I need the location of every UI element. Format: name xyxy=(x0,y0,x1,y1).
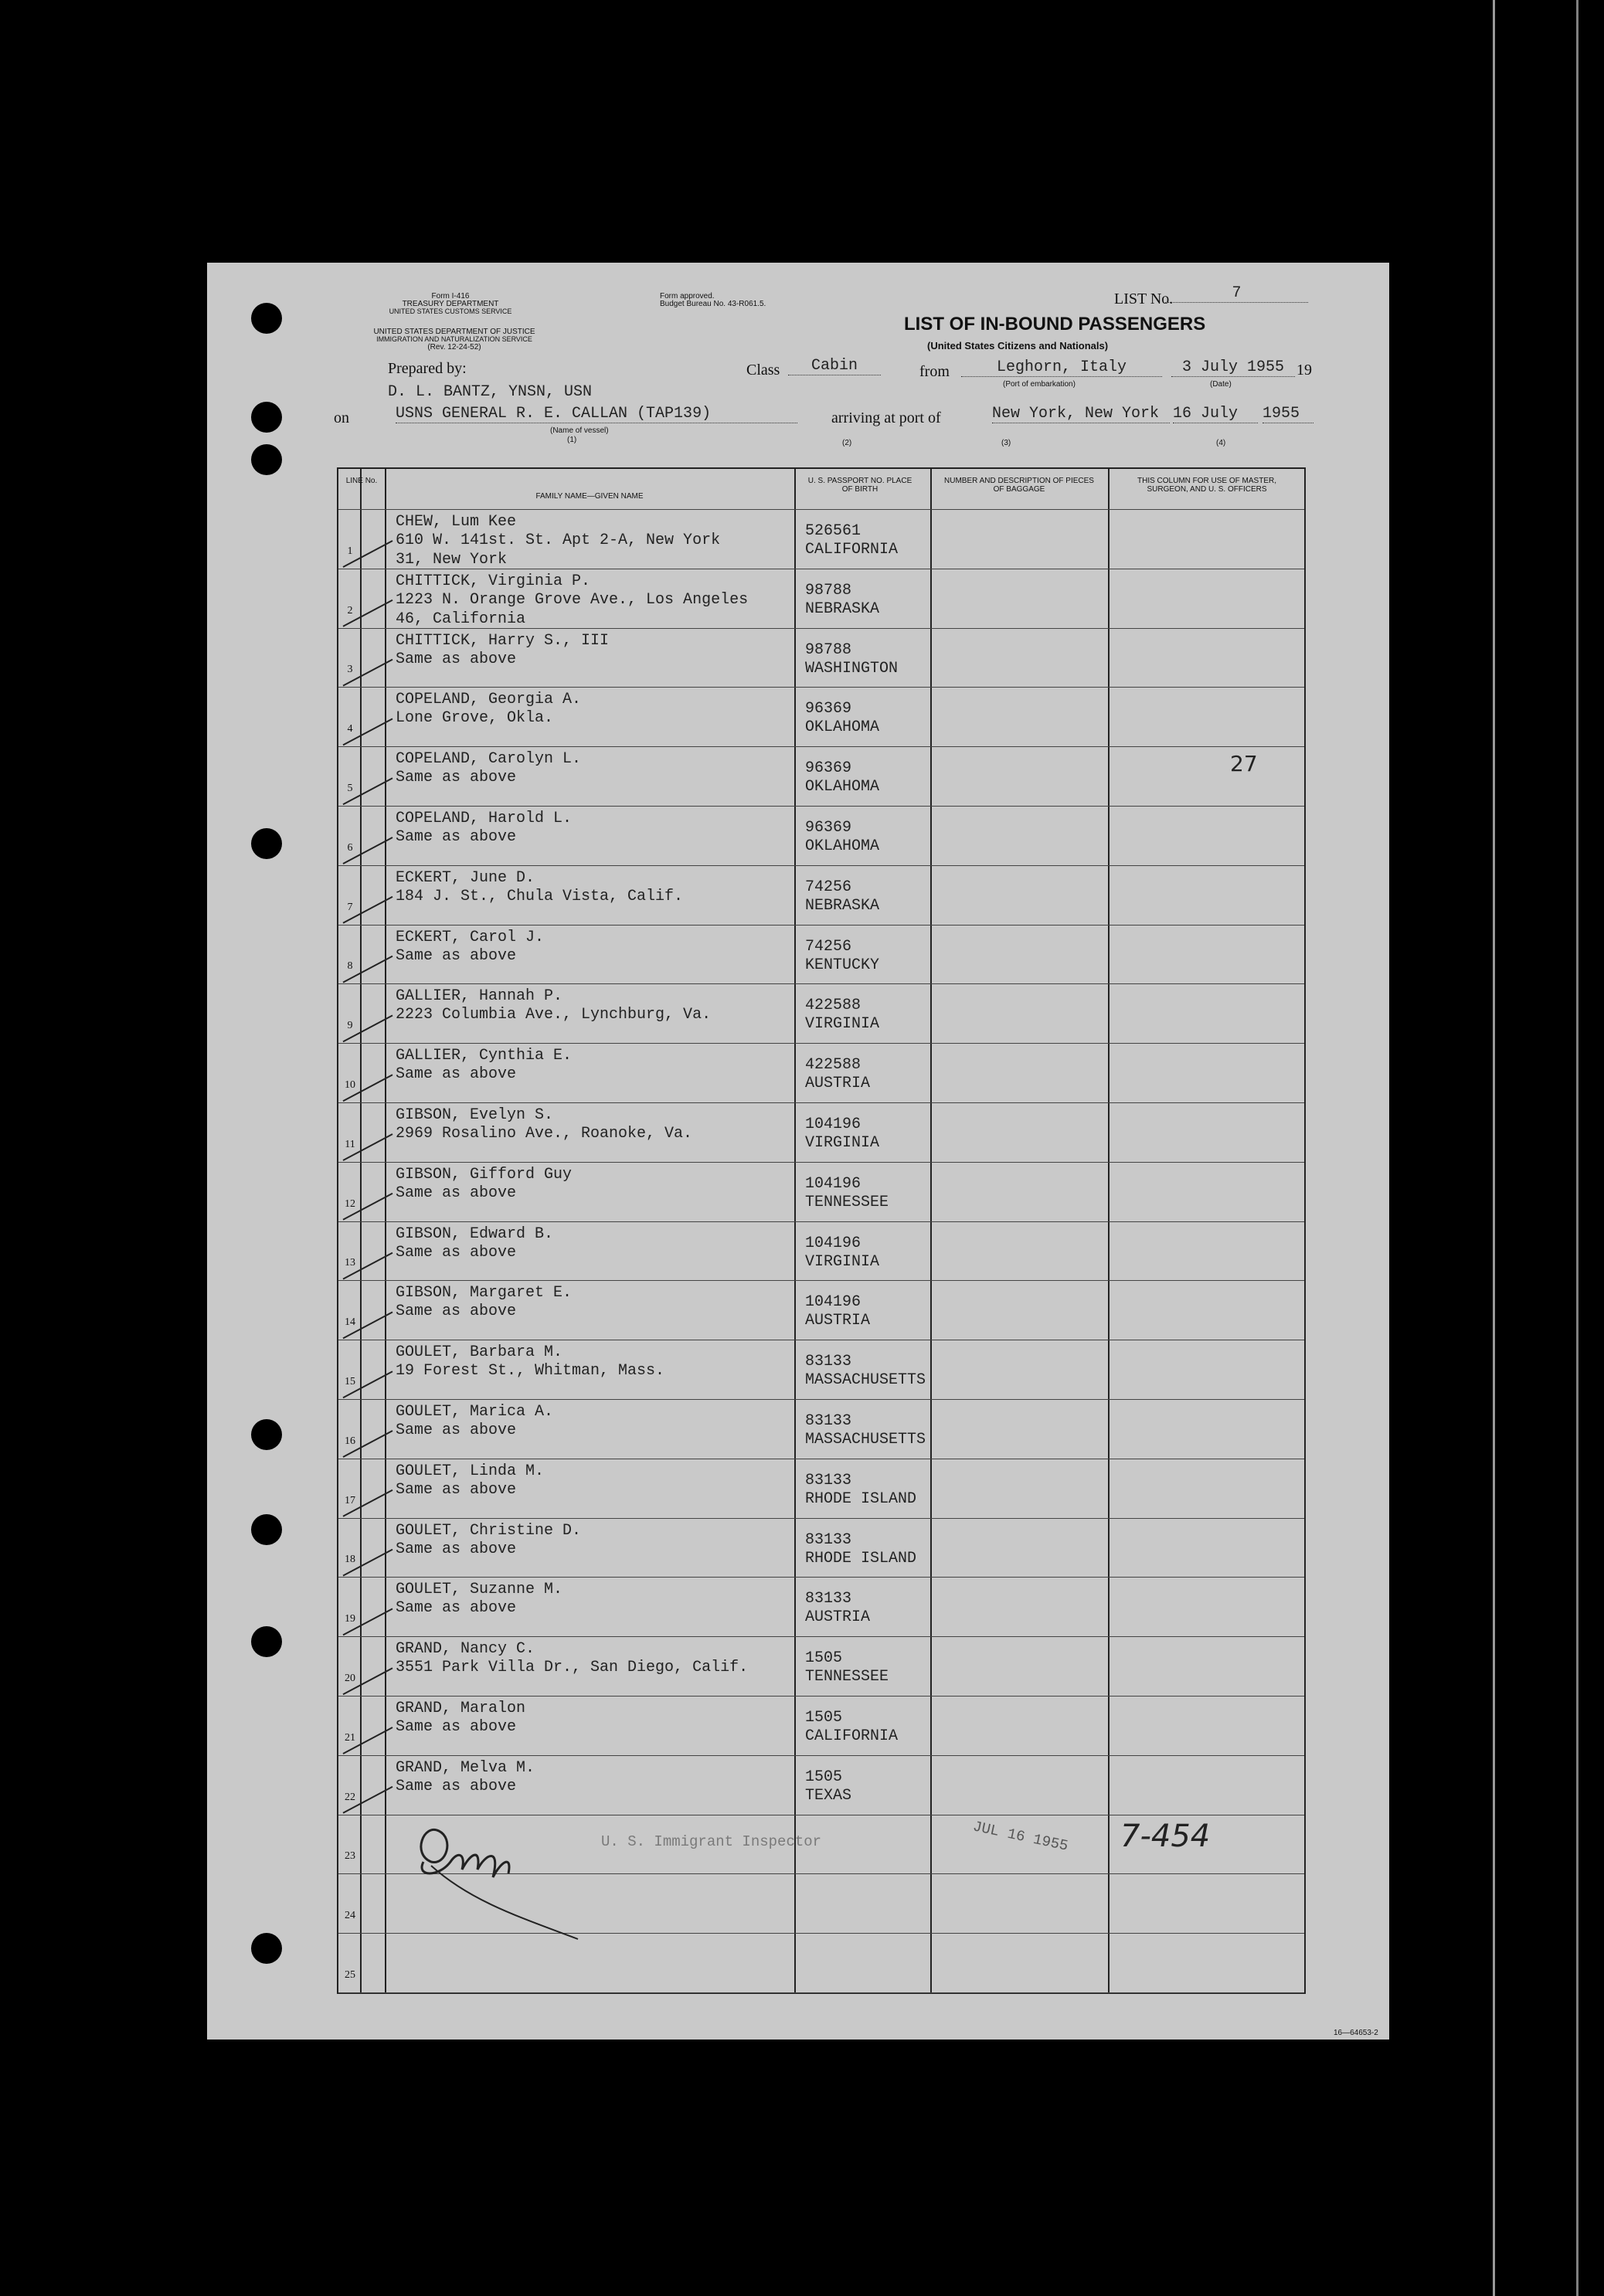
passenger-address: 19 Forest St., Whitman, Mass. xyxy=(396,1362,665,1381)
row-rule xyxy=(338,1992,1304,1993)
arrival-port: New York, New York xyxy=(992,405,1170,423)
passenger-address: Same as above xyxy=(396,1065,517,1084)
table-row xyxy=(338,1577,1304,1636)
place-of-birth: TEXAS xyxy=(805,1786,852,1805)
date-stamp: JUL 16 1955 xyxy=(971,1818,1070,1855)
table-row xyxy=(338,1696,1304,1755)
passenger-name: COPELAND, Carolyn L. xyxy=(396,750,582,769)
passenger-name: GRAND, Nancy C. xyxy=(396,1640,535,1659)
passenger-name: GOULET, Barbara M. xyxy=(396,1343,563,1362)
passport-number: 422588 xyxy=(805,997,861,1015)
passenger-name: COPELAND, Georgia A. xyxy=(396,691,582,709)
passport-number: 1505 xyxy=(805,1768,843,1786)
header-passport: U. S. PASSPORT NO. PLACE OF BIRTH xyxy=(807,477,912,494)
line-number: 5 xyxy=(347,782,353,794)
line-number: 24 xyxy=(345,1910,355,1922)
passenger-address: Same as above xyxy=(396,1421,517,1439)
header-baggage: NUMBER AND DESCRIPTION OF PIECES OF BAGGAGE xyxy=(944,477,1094,494)
passenger-name: GALLIER, Hannah P. xyxy=(396,987,563,1006)
check-mark xyxy=(343,778,393,804)
place-of-birth: AUSTRIA xyxy=(805,1075,871,1093)
justice-dept: UNITED STATES DEPARTMENT OF JUSTICE xyxy=(373,328,535,336)
place-of-birth: TENNESSEE xyxy=(805,1193,889,1211)
place-of-birth: OKLAHOMA xyxy=(805,718,880,737)
passenger-name: GIBSON, Edward B. xyxy=(396,1224,554,1243)
check-mark xyxy=(343,600,393,627)
code-annotation: 7-454 xyxy=(1120,1819,1211,1854)
col-num-4: (4) xyxy=(1216,439,1226,447)
punch-hole xyxy=(251,1933,282,1964)
passenger-address: 2223 Columbia Ave., Lynchburg, Va. xyxy=(396,1006,712,1024)
embarkation-caption: (Port of embarkation) xyxy=(1003,380,1076,389)
passport-number: 83133 xyxy=(805,1353,852,1371)
class-value: Cabin xyxy=(788,357,881,375)
passenger-address: 2969 Rosalino Ave., Roanoke, Va. xyxy=(396,1125,693,1143)
ins-service: IMMIGRATION AND NATURALIZATION SERVICE xyxy=(376,335,532,343)
line-number: 9 xyxy=(347,1020,353,1032)
budget-bureau: Budget Bureau No. 43-R061.5. xyxy=(660,300,766,308)
place-of-birth: VIRGINIA xyxy=(805,1134,880,1152)
passport-number: 83133 xyxy=(805,1471,852,1489)
date-suffix: 19 xyxy=(1296,362,1312,379)
header-officers: THIS COLUMN FOR USE OF MASTER, SURGEON, AND U. S. OFFICERS xyxy=(1137,477,1276,494)
passport-number: 526561 xyxy=(805,522,861,540)
list-no-label: LIST No. xyxy=(1114,290,1174,307)
passenger-name: COPELAND, Harold L. xyxy=(396,810,573,827)
passport-number: 83133 xyxy=(805,1412,852,1430)
place-of-birth: OKLAHOMA xyxy=(805,778,880,796)
punch-hole xyxy=(251,444,282,475)
table-row xyxy=(338,806,1304,865)
passenger-address: Same as above xyxy=(396,1540,517,1558)
place-of-birth: MASSACHUSETTS xyxy=(805,1431,926,1449)
passenger-name: GRAND, Melva M. xyxy=(396,1758,535,1777)
embarkation-port: Leghorn, Italy xyxy=(961,358,1162,377)
vessel-caption: (Name of vessel) xyxy=(550,426,609,435)
check-mark xyxy=(343,1787,393,1813)
passport-number: 104196 xyxy=(805,1234,861,1252)
passenger-name: GOULET, Linda M. xyxy=(396,1462,545,1480)
form-approved: Form approved. xyxy=(660,292,715,301)
punch-hole xyxy=(251,828,282,859)
line-number: 8 xyxy=(347,960,353,973)
passport-number: 104196 xyxy=(805,1293,861,1312)
passenger-address: Lone Grove, Okla. xyxy=(396,709,554,728)
scan-edge-line xyxy=(1576,0,1579,2296)
table-row xyxy=(338,628,1304,688)
check-mark xyxy=(343,1668,393,1694)
line-number: 17 xyxy=(345,1494,355,1506)
punch-hole xyxy=(251,402,282,433)
table-row xyxy=(338,1636,1304,1696)
passenger-address: Same as above xyxy=(396,1303,517,1321)
passport-number: 1505 xyxy=(805,1649,843,1668)
passenger-address: 3551 Park Villa Dr., San Diego, Calif. xyxy=(396,1659,749,1677)
table-row xyxy=(338,509,1304,569)
passenger-name: GOULET, Marica A. xyxy=(396,1403,554,1421)
check-mark xyxy=(343,541,393,567)
table-row xyxy=(338,1043,1304,1102)
passport-number: 98788 xyxy=(805,640,852,659)
passenger-address: Same as above xyxy=(396,828,517,846)
passenger-address: Same as above xyxy=(396,1480,517,1499)
table-row xyxy=(338,865,1304,925)
passport-number: 96369 xyxy=(805,700,852,718)
passenger-name: GOULET, Suzanne M. xyxy=(396,1581,563,1599)
passport-number: 96369 xyxy=(805,759,852,778)
table-row xyxy=(338,1755,1304,1815)
count-annotation: 27 xyxy=(1230,751,1258,776)
inspector-label: U. S. Immigrant Inspector xyxy=(601,1833,822,1850)
prepared-by-label: Prepared by: xyxy=(388,360,467,377)
passenger-address: Same as above xyxy=(396,1243,517,1262)
table-row xyxy=(338,1399,1304,1459)
check-mark xyxy=(343,1490,393,1517)
line-number: 14 xyxy=(345,1316,355,1329)
punch-hole xyxy=(251,303,282,334)
form-title: LIST OF IN-BOUND PASSENGERS xyxy=(904,314,1206,335)
passenger-address: Same as above xyxy=(396,1184,517,1202)
table-row xyxy=(338,983,1304,1043)
table-row xyxy=(338,569,1304,628)
check-mark xyxy=(343,1312,393,1338)
check-mark xyxy=(343,837,393,864)
line-number: 13 xyxy=(345,1257,355,1269)
check-mark xyxy=(343,1608,393,1635)
punch-hole xyxy=(251,1626,282,1657)
place-of-birth: NEBRASKA xyxy=(805,896,880,915)
check-marks xyxy=(338,518,400,1815)
check-mark xyxy=(343,1550,393,1576)
table-row xyxy=(338,1162,1304,1221)
col-num-1: (1) xyxy=(567,436,577,444)
class-label: Class xyxy=(746,362,780,379)
passenger-name: CHITTICK, Harry S., III xyxy=(396,631,610,650)
check-mark xyxy=(343,1431,393,1457)
passenger-name: ECKERT, Carol J. xyxy=(396,928,545,946)
table-row xyxy=(338,1518,1304,1578)
vessel-name: USNS GENERAL R. E. CALLAN (TAP139) xyxy=(396,405,797,423)
passport-number: 104196 xyxy=(805,1174,861,1193)
passenger-name: CHEW, Lum Kee xyxy=(396,513,517,531)
passenger-table xyxy=(337,467,1306,1994)
place-of-birth: NEBRASKA xyxy=(805,599,880,618)
place-of-birth: AUSTRIA xyxy=(805,1608,871,1627)
check-mark xyxy=(343,1134,393,1160)
place-of-birth: AUSTRIA xyxy=(805,1312,871,1330)
line-number: 16 xyxy=(345,1435,355,1447)
passport-number: 98788 xyxy=(805,581,852,599)
place-of-birth: OKLAHOMA xyxy=(805,837,880,855)
passport-number: 96369 xyxy=(805,819,852,837)
line-number: 20 xyxy=(345,1672,355,1684)
place-of-birth: VIRGINIA xyxy=(805,1252,880,1271)
table-row xyxy=(338,1102,1304,1162)
passport-number: 83133 xyxy=(805,1530,852,1549)
passport-number: 104196 xyxy=(805,1116,861,1133)
scan-edge-line xyxy=(1493,0,1495,2296)
passenger-address: 1223 N. Orange Grove Ave., Los Angeles 46, California xyxy=(396,590,749,628)
check-mark xyxy=(343,1727,393,1754)
punch-hole xyxy=(251,1514,282,1545)
embarkation-date: 3 July 1955 xyxy=(1171,358,1295,377)
check-mark xyxy=(343,1371,393,1398)
line-number: 7 xyxy=(347,901,353,913)
table-row xyxy=(338,1459,1304,1518)
passport-number: 1505 xyxy=(805,1709,843,1727)
line-number: 12 xyxy=(345,1197,355,1210)
passenger-name: GIBSON, Margaret E. xyxy=(396,1284,573,1303)
check-mark xyxy=(343,718,393,745)
table-row xyxy=(338,1221,1304,1281)
passport-number: 74256 xyxy=(805,937,852,956)
check-mark xyxy=(343,1015,393,1041)
bracket-marks xyxy=(671,595,763,1785)
check-mark xyxy=(343,956,393,983)
date-caption: (Date) xyxy=(1210,380,1232,389)
arrival-date: 16 July xyxy=(1173,405,1258,423)
line-number: 2 xyxy=(347,604,353,616)
punch-hole xyxy=(251,1419,282,1450)
line-number: 25 xyxy=(345,1968,355,1981)
passenger-address: 610 W. 141st. St. Apt 2-A, New York 31, New York xyxy=(396,532,721,569)
place-of-birth: MASSACHUSETTS xyxy=(805,1371,926,1390)
on-label: on xyxy=(334,409,349,426)
check-mark xyxy=(343,660,393,686)
place-of-birth: WASHINGTON xyxy=(805,659,899,678)
passenger-address: Same as above xyxy=(396,946,517,965)
check-mark xyxy=(343,1194,393,1220)
col-num-2: (2) xyxy=(842,439,852,447)
table-row xyxy=(338,746,1304,806)
check-mark xyxy=(343,1253,393,1279)
table-row xyxy=(338,1280,1304,1340)
place-of-birth: RHODE ISLAND xyxy=(805,1549,917,1567)
passenger-address: Same as above xyxy=(396,1718,517,1736)
list-no: 7 xyxy=(1165,284,1308,303)
line-number: 3 xyxy=(347,664,353,676)
manifest-page xyxy=(207,263,1389,2040)
line-number: 22 xyxy=(345,1791,355,1803)
place-of-birth: TENNESSEE xyxy=(805,1668,889,1686)
inspector-signature xyxy=(377,1808,702,1962)
form-number: Form I-416 xyxy=(431,292,470,301)
arrival-year: 1955 xyxy=(1262,405,1313,423)
table-row xyxy=(338,1340,1304,1399)
check-mark xyxy=(343,1075,393,1101)
check-mark xyxy=(343,897,393,923)
line-number: 19 xyxy=(345,1613,355,1625)
revision: (Rev. 12-24-52) xyxy=(427,343,481,352)
place-of-birth: CALIFORNIA xyxy=(805,541,899,559)
passenger-address: Same as above xyxy=(396,1777,517,1795)
footer-code: 16—64653-2 xyxy=(1334,2029,1378,2037)
line-number: 23 xyxy=(345,1850,355,1863)
place-of-birth: KENTUCKY xyxy=(805,956,880,974)
treasury-dept: TREASURY DEPARTMENT xyxy=(402,300,499,308)
customs-service: UNITED STATES CUSTOMS SERVICE xyxy=(389,307,512,315)
place-of-birth: VIRGINIA xyxy=(805,1015,880,1034)
passenger-name: GALLIER, Cynthia E. xyxy=(396,1047,573,1065)
passenger-name: GIBSON, Evelyn S. xyxy=(396,1106,554,1124)
passport-number: 83133 xyxy=(805,1590,852,1608)
table-row xyxy=(338,925,1304,984)
col-num-3: (3) xyxy=(1001,439,1011,447)
passport-number: 422588 xyxy=(805,1056,861,1075)
line-number: 11 xyxy=(345,1138,355,1150)
place-of-birth: RHODE ISLAND xyxy=(805,1489,917,1508)
header-line-no: LINE No. xyxy=(345,477,378,485)
line-number: 21 xyxy=(345,1731,355,1744)
passport-number: 74256 xyxy=(805,878,852,896)
prepared-by: D. L. BANTZ, YNSN, USN xyxy=(388,383,593,401)
passenger-address: Same as above xyxy=(396,1599,517,1618)
form-subtitle: (United States Citizens and Nationals) xyxy=(927,340,1109,352)
header-name: FAMILY NAME—GIVEN NAME xyxy=(535,492,644,501)
table-row xyxy=(338,687,1304,746)
passenger-name: GIBSON, Gifford Guy xyxy=(396,1165,573,1184)
place-of-birth: CALIFORNIA xyxy=(805,1727,899,1745)
arriving-label: arriving at port of xyxy=(831,409,941,426)
line-number: 18 xyxy=(345,1554,355,1566)
passenger-address: 184 J. St., Chula Vista, Calif. xyxy=(396,887,684,905)
passenger-address: Same as above xyxy=(396,650,517,668)
passenger-name: GRAND, Maralon xyxy=(396,1700,526,1717)
line-number: 1 xyxy=(347,545,353,557)
passenger-name: CHITTICK, Virginia P. xyxy=(396,572,591,590)
passenger-address: Same as above xyxy=(396,769,517,787)
line-number: 6 xyxy=(347,841,353,854)
from-label: from xyxy=(919,363,950,380)
passenger-name: GOULET, Christine D. xyxy=(396,1521,582,1540)
line-number: 4 xyxy=(347,723,353,735)
passenger-name: ECKERT, June D. xyxy=(396,868,535,887)
line-number: 10 xyxy=(345,1078,355,1091)
line-number: 15 xyxy=(345,1375,355,1387)
